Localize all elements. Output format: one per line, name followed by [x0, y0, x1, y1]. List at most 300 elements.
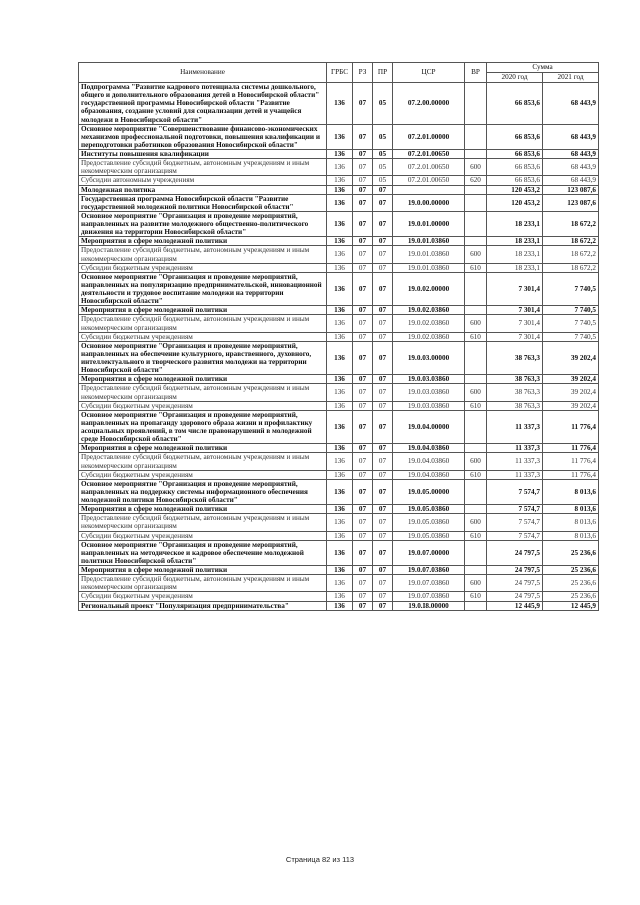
row-sum-2021: 11 776,4	[543, 453, 599, 470]
row-sum-2020: 66 853,6	[487, 176, 543, 185]
row-sum-2020: 18 233,1	[487, 246, 543, 263]
table-row	[79, 246, 599, 263]
row-sum-2020: 24 797,5	[487, 575, 543, 592]
header-name: Наименование	[79, 63, 327, 83]
row-sum-2021: 68 443,9	[543, 150, 599, 159]
row-csr	[393, 185, 465, 194]
row-vr	[465, 185, 487, 194]
table-row	[79, 453, 599, 470]
row-vr: 600	[465, 453, 487, 470]
table-body	[79, 83, 599, 611]
row-name: Предоставление субсидий бюджетным, автономным учреждениям и иным некоммерческим организациям	[79, 514, 327, 531]
row-sum-2021: 25 236,6	[543, 540, 599, 565]
row-sum-2021: 68 443,9	[543, 83, 599, 125]
row-vr: 600	[465, 246, 487, 263]
row-rz: 07	[353, 444, 373, 453]
row-rz: 07	[353, 272, 373, 306]
row-sum-2021: 68 443,9	[543, 124, 599, 149]
table-row	[79, 540, 599, 565]
row-name: Субсидии бюджетным учреждениям	[79, 531, 327, 540]
row-name: Мероприятия в сфере молодежной политики	[79, 237, 327, 246]
page-number: Страница 82 из 113	[285, 855, 355, 864]
row-grbs: 136	[327, 444, 353, 453]
row-grbs: 136	[327, 272, 353, 306]
row-pr: 07	[373, 332, 393, 341]
row-sum-2021: 8 013,6	[543, 479, 599, 504]
row-grbs: 136	[327, 332, 353, 341]
row-csr: 19.0.00.00000	[393, 194, 465, 211]
row-rz: 07	[353, 505, 373, 514]
table-row	[79, 211, 599, 236]
row-sum-2021: 39 202,4	[543, 401, 599, 410]
row-vr: 610	[465, 401, 487, 410]
row-rz: 07	[353, 410, 373, 444]
row-sum-2021: 11 776,4	[543, 444, 599, 453]
row-vr	[465, 410, 487, 444]
row-vr	[465, 272, 487, 306]
row-grbs: 136	[327, 237, 353, 246]
header-vr: ВР	[465, 63, 487, 83]
table-row	[79, 263, 599, 272]
row-pr: 07	[373, 237, 393, 246]
row-grbs: 136	[327, 194, 353, 211]
row-name: Предоставление субсидий бюджетным, автономным учреждениям и иным некоммерческим организациям	[79, 315, 327, 332]
row-sum-2021: 18 672,2	[543, 263, 599, 272]
budget-table	[78, 62, 599, 611]
row-sum-2020: 18 233,1	[487, 211, 543, 236]
row-sum-2021: 68 443,9	[543, 176, 599, 185]
row-grbs: 136	[327, 505, 353, 514]
row-name: Субсидии бюджетным учреждениям	[79, 470, 327, 479]
row-rz: 07	[353, 159, 373, 176]
row-rz: 07	[353, 150, 373, 159]
row-pr: 07	[373, 470, 393, 479]
row-sum-2020: 38 763,3	[487, 401, 543, 410]
row-sum-2020: 7 301,4	[487, 272, 543, 306]
row-vr: 610	[465, 592, 487, 601]
row-sum-2021: 11 776,4	[543, 470, 599, 479]
table-row	[79, 150, 599, 159]
row-name: Субсидии автономным учреждениям	[79, 176, 327, 185]
row-vr: 600	[465, 514, 487, 531]
table-row	[79, 444, 599, 453]
row-grbs: 136	[327, 159, 353, 176]
table-header	[79, 63, 599, 83]
row-name: Предоставление субсидий бюджетным, автономным учреждениям и иным некоммерческим организациям	[79, 384, 327, 401]
row-csr: 19.0.07.03860	[393, 566, 465, 575]
table-row	[79, 375, 599, 384]
header-year-2021: 2021 год	[543, 73, 599, 83]
row-csr: 19.0.01.03860	[393, 263, 465, 272]
row-name: Основное мероприятие "Организация и проведение мероприятий, направленных на методическое и кадровое обеспечение молодежной политики Новосибирской области"	[79, 540, 327, 565]
row-sum-2021: 18 672,2	[543, 211, 599, 236]
row-rz: 07	[353, 263, 373, 272]
row-csr: 19.0.02.00000	[393, 272, 465, 306]
table-row	[79, 332, 599, 341]
table-row	[79, 531, 599, 540]
row-grbs: 136	[327, 566, 353, 575]
row-name: Субсидии бюджетным учреждениям	[79, 592, 327, 601]
row-csr: 19.0.05.03860	[393, 531, 465, 540]
row-vr	[465, 341, 487, 375]
row-csr: 19.0.I8.00000	[393, 601, 465, 610]
row-vr	[465, 479, 487, 504]
row-sum-2020: 12 445,9	[487, 601, 543, 610]
row-sum-2021: 25 236,6	[543, 575, 599, 592]
row-sum-2020: 7 574,7	[487, 479, 543, 504]
row-grbs: 136	[327, 531, 353, 540]
row-vr: 610	[465, 332, 487, 341]
row-sum-2020: 11 337,3	[487, 453, 543, 470]
row-vr	[465, 375, 487, 384]
row-grbs: 136	[327, 315, 353, 332]
row-sum-2021: 18 672,2	[543, 237, 599, 246]
row-grbs: 136	[327, 263, 353, 272]
row-vr	[465, 540, 487, 565]
row-pr: 07	[373, 211, 393, 236]
row-csr: 19.0.04.00000	[393, 410, 465, 444]
row-sum-2020: 11 337,3	[487, 470, 543, 479]
row-sum-2021: 123 087,6	[543, 194, 599, 211]
row-name: Субсидии бюджетным учреждениям	[79, 263, 327, 272]
row-sum-2021: 39 202,4	[543, 341, 599, 375]
table-row	[79, 384, 599, 401]
row-sum-2021: 7 740,5	[543, 272, 599, 306]
row-pr: 07	[373, 306, 393, 315]
row-sum-2021: 39 202,4	[543, 384, 599, 401]
row-csr: 19.0.07.00000	[393, 540, 465, 565]
row-name: Мероприятия в сфере молодежной политики	[79, 505, 327, 514]
row-pr: 07	[373, 263, 393, 272]
header-csr: ЦСР	[393, 63, 465, 83]
row-csr: 19.0.01.03860	[393, 246, 465, 263]
row-csr: 19.0.02.03860	[393, 306, 465, 315]
row-vr: 610	[465, 531, 487, 540]
row-rz: 07	[353, 83, 373, 125]
row-name: Мероприятия в сфере молодежной политики	[79, 375, 327, 384]
row-pr: 05	[373, 159, 393, 176]
row-vr	[465, 194, 487, 211]
row-sum-2020: 66 853,6	[487, 159, 543, 176]
row-sum-2020: 7 301,4	[487, 306, 543, 315]
row-name: Субсидии бюджетным учреждениям	[79, 332, 327, 341]
row-grbs: 136	[327, 401, 353, 410]
table-row	[79, 176, 599, 185]
row-grbs: 136	[327, 540, 353, 565]
row-rz: 07	[353, 375, 373, 384]
row-sum-2020: 11 337,3	[487, 444, 543, 453]
row-vr	[465, 150, 487, 159]
table-row	[79, 514, 599, 531]
row-grbs: 136	[327, 176, 353, 185]
row-sum-2020: 66 853,6	[487, 150, 543, 159]
row-sum-2021: 11 776,4	[543, 410, 599, 444]
row-grbs: 136	[327, 211, 353, 236]
row-sum-2020: 66 853,6	[487, 124, 543, 149]
row-sum-2020: 18 233,1	[487, 263, 543, 272]
row-csr: 19.0.02.03860	[393, 332, 465, 341]
row-sum-2020: 120 453,2	[487, 185, 543, 194]
row-grbs: 136	[327, 514, 353, 531]
row-grbs: 136	[327, 470, 353, 479]
row-vr: 600	[465, 384, 487, 401]
row-name: Основное мероприятие "Организация и проведение мероприятий, направленных на развитие молодежного общественно-политического движения на территории Новосибирской области"	[79, 211, 327, 236]
row-pr: 07	[373, 453, 393, 470]
row-pr: 07	[373, 315, 393, 332]
row-rz: 07	[353, 514, 373, 531]
row-pr: 07	[373, 505, 393, 514]
row-rz: 07	[353, 185, 373, 194]
row-grbs: 136	[327, 575, 353, 592]
table-row	[79, 194, 599, 211]
row-vr	[465, 306, 487, 315]
row-vr	[465, 124, 487, 149]
row-csr: 07.2.01.00000	[393, 124, 465, 149]
row-pr: 07	[373, 540, 393, 565]
row-pr: 07	[373, 185, 393, 194]
row-sum-2020: 66 853,6	[487, 83, 543, 125]
row-vr	[465, 505, 487, 514]
table-row	[79, 601, 599, 610]
row-rz: 07	[353, 566, 373, 575]
row-sum-2021: 12 445,9	[543, 601, 599, 610]
row-name: Основное мероприятие "Организация и проведение мероприятий, направленных на популяризацию предпринимательской, инновационной деятельности и трудовое воспитание молодежи на территории Новосибирской области"	[79, 272, 327, 306]
row-vr	[465, 444, 487, 453]
row-csr: 19.0.03.03860	[393, 375, 465, 384]
row-grbs: 136	[327, 410, 353, 444]
row-pr: 07	[373, 246, 393, 263]
row-csr: 19.0.07.03860	[393, 592, 465, 601]
row-rz: 07	[353, 124, 373, 149]
row-vr: 600	[465, 159, 487, 176]
row-vr: 600	[465, 575, 487, 592]
row-grbs: 136	[327, 601, 353, 610]
row-csr: 19.0.02.03860	[393, 315, 465, 332]
row-rz: 07	[353, 384, 373, 401]
row-vr: 620	[465, 176, 487, 185]
row-sum-2021: 39 202,4	[543, 375, 599, 384]
row-name: Государственная программа Новосибирской области "Развитие государственной молодежной политики Новосибирской области"	[79, 194, 327, 211]
row-sum-2020: 11 337,3	[487, 410, 543, 444]
row-pr: 07	[373, 514, 393, 531]
row-grbs: 136	[327, 375, 353, 384]
row-pr: 07	[373, 384, 393, 401]
row-csr: 19.0.04.03860	[393, 444, 465, 453]
row-rz: 07	[353, 479, 373, 504]
table-row	[79, 185, 599, 194]
table-row	[79, 237, 599, 246]
row-csr: 19.0.05.03860	[393, 514, 465, 531]
row-vr: 610	[465, 263, 487, 272]
row-rz: 07	[353, 194, 373, 211]
row-name: Мероприятия в сфере молодежной политики	[79, 566, 327, 575]
row-rz: 07	[353, 315, 373, 332]
table-row	[79, 83, 599, 125]
row-csr: 19.0.04.03860	[393, 470, 465, 479]
row-sum-2020: 24 797,5	[487, 592, 543, 601]
table-row	[79, 401, 599, 410]
row-grbs: 136	[327, 306, 353, 315]
row-csr: 19.0.03.00000	[393, 341, 465, 375]
table-row	[79, 410, 599, 444]
row-vr	[465, 83, 487, 125]
row-rz: 07	[353, 453, 373, 470]
row-name: Предоставление субсидий бюджетным, автономным учреждениям и иным некоммерческим организациям	[79, 575, 327, 592]
row-pr: 07	[373, 401, 393, 410]
row-name: Основное мероприятие "Совершенствование финансово-экономических механизмов профессиональной подготовки, повышения квалификации и переподготовки работников образования Новосибирской области"	[79, 124, 327, 149]
row-pr: 07	[373, 375, 393, 384]
row-vr: 600	[465, 315, 487, 332]
row-name: Предоставление субсидий бюджетным, автономным учреждениям и иным некоммерческим организациям	[79, 159, 327, 176]
row-vr	[465, 237, 487, 246]
row-sum-2021: 123 087,6	[543, 185, 599, 194]
row-sum-2020: 38 763,3	[487, 375, 543, 384]
table-row	[79, 306, 599, 315]
row-grbs: 136	[327, 83, 353, 125]
row-sum-2020: 24 797,5	[487, 566, 543, 575]
row-name: Основное мероприятие "Организация и проведение мероприятий, направленных на поддержку системы информационного обеспечения молодежной политики Новосибирской области"	[79, 479, 327, 504]
row-name: Основное мероприятие "Организация и проведение мероприятий, направленных на пропаганду здорового образа жизни и профилактику асоциальных проявлений, в том числе правонарушений в молодежной среде Новосибирской области"	[79, 410, 327, 444]
header-rz: РЗ	[353, 63, 373, 83]
row-grbs: 136	[327, 341, 353, 375]
row-pr: 07	[373, 341, 393, 375]
row-grbs: 136	[327, 124, 353, 149]
row-pr: 05	[373, 83, 393, 125]
row-csr: 19.0.04.03860	[393, 453, 465, 470]
row-csr: 19.0.03.03860	[393, 384, 465, 401]
row-rz: 07	[353, 176, 373, 185]
header-pr: ПР	[373, 63, 393, 83]
row-sum-2020: 7 574,7	[487, 505, 543, 514]
row-rz: 07	[353, 211, 373, 236]
row-csr: 19.0.05.00000	[393, 479, 465, 504]
row-sum-2021: 7 740,5	[543, 306, 599, 315]
row-rz: 07	[353, 306, 373, 315]
row-pr: 07	[373, 479, 393, 504]
row-name: Мероприятия в сфере молодежной политики	[79, 306, 327, 315]
table-row	[79, 479, 599, 504]
row-rz: 07	[353, 341, 373, 375]
row-grbs: 136	[327, 384, 353, 401]
table-row	[79, 566, 599, 575]
row-sum-2021: 8 013,6	[543, 505, 599, 514]
row-sum-2020: 120 453,2	[487, 194, 543, 211]
row-csr: 07.2.01.00650	[393, 150, 465, 159]
header-year-2020: 2020 год	[487, 73, 543, 83]
row-rz: 07	[353, 601, 373, 610]
table-row	[79, 272, 599, 306]
row-csr: 07.2.00.00000	[393, 83, 465, 125]
row-grbs: 136	[327, 453, 353, 470]
row-rz: 07	[353, 246, 373, 263]
row-sum-2020: 24 797,5	[487, 540, 543, 565]
row-sum-2021: 25 236,6	[543, 592, 599, 601]
row-sum-2021: 7 740,5	[543, 315, 599, 332]
row-pr: 07	[373, 444, 393, 453]
row-csr: 19.0.01.00000	[393, 211, 465, 236]
row-sum-2021: 18 672,2	[543, 246, 599, 263]
row-grbs: 136	[327, 150, 353, 159]
row-grbs: 136	[327, 185, 353, 194]
row-sum-2020: 7 574,7	[487, 514, 543, 531]
row-sum-2020: 38 763,3	[487, 341, 543, 375]
row-sum-2020: 7 301,4	[487, 315, 543, 332]
row-rz: 07	[353, 237, 373, 246]
row-pr: 07	[373, 575, 393, 592]
row-vr	[465, 566, 487, 575]
row-name: Молодежная политика	[79, 185, 327, 194]
row-name: Мероприятия в сфере молодежной политики	[79, 444, 327, 453]
row-csr: 19.0.07.03860	[393, 575, 465, 592]
row-vr	[465, 211, 487, 236]
row-pr: 05	[373, 150, 393, 159]
table-row	[79, 315, 599, 332]
row-sum-2020: 7 301,4	[487, 332, 543, 341]
row-pr: 07	[373, 194, 393, 211]
row-sum-2021: 7 740,5	[543, 332, 599, 341]
row-name: Региональный проект "Популяризация предпринимательства"	[79, 601, 327, 610]
table-row	[79, 575, 599, 592]
row-rz: 07	[353, 575, 373, 592]
header-sum: Сумма	[487, 63, 599, 73]
row-name: Подпрограмма "Развитие кадрового потенциала системы дошкольного, общего и дополнительного образования детей в Новосибирской области" государственной программы Новосибирской области "Развитие образования, создание условий для социализации детей и учащейся молодежи в Новосибирской области"	[79, 83, 327, 125]
row-sum-2021: 68 443,9	[543, 159, 599, 176]
row-vr: 610	[465, 470, 487, 479]
row-grbs: 136	[327, 479, 353, 504]
row-pr: 05	[373, 176, 393, 185]
row-csr: 19.0.03.03860	[393, 401, 465, 410]
table-row	[79, 505, 599, 514]
row-csr: 07.2.01.00650	[393, 159, 465, 176]
row-sum-2020: 18 233,1	[487, 237, 543, 246]
table-row	[79, 341, 599, 375]
row-vr	[465, 601, 487, 610]
table-row	[79, 592, 599, 601]
row-sum-2021: 25 236,6	[543, 566, 599, 575]
row-name: Субсидии бюджетным учреждениям	[79, 401, 327, 410]
row-name: Институты повышения квалификации	[79, 150, 327, 159]
row-pr: 07	[373, 410, 393, 444]
row-pr: 07	[373, 566, 393, 575]
row-pr: 07	[373, 272, 393, 306]
header-grbs: ГРБС	[327, 63, 353, 83]
table-row	[79, 124, 599, 149]
row-sum-2021: 8 013,6	[543, 514, 599, 531]
table-row	[79, 159, 599, 176]
row-rz: 07	[353, 401, 373, 410]
row-sum-2020: 38 763,3	[487, 384, 543, 401]
row-rz: 07	[353, 592, 373, 601]
row-grbs: 136	[327, 246, 353, 263]
row-name: Основное мероприятие "Организация и проведение мероприятий, направленных на обеспечение культурного, нравственного, духовного, интеллектуального и творческого развития молодежи на территории Новосибирской области"	[79, 341, 327, 375]
row-csr: 19.0.05.03860	[393, 505, 465, 514]
row-csr: 07.2.01.00650	[393, 176, 465, 185]
row-csr: 19.0.01.03860	[393, 237, 465, 246]
row-rz: 07	[353, 531, 373, 540]
row-rz: 07	[353, 540, 373, 565]
row-rz: 07	[353, 332, 373, 341]
row-pr: 05	[373, 124, 393, 149]
row-pr: 07	[373, 531, 393, 540]
row-sum-2021: 8 013,6	[543, 531, 599, 540]
table-row	[79, 470, 599, 479]
row-name: Предоставление субсидий бюджетным, автономным учреждениям и иным некоммерческим организациям	[79, 453, 327, 470]
row-sum-2020: 7 574,7	[487, 531, 543, 540]
row-pr: 07	[373, 601, 393, 610]
row-rz: 07	[353, 470, 373, 479]
row-pr: 07	[373, 592, 393, 601]
row-grbs: 136	[327, 592, 353, 601]
